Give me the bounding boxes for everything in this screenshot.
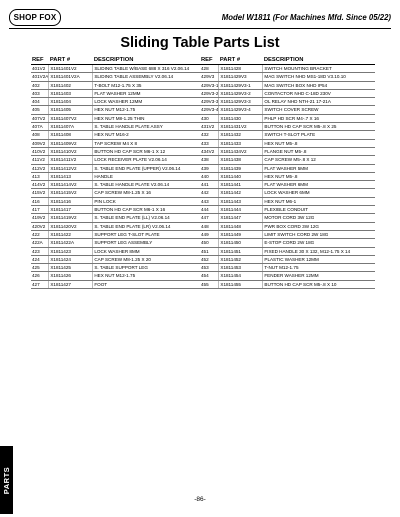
part-number-cell: X1811450 xyxy=(219,239,263,247)
table-row xyxy=(200,114,375,122)
part-number-cell: X1811404 xyxy=(49,98,93,106)
ref-cell: 454 xyxy=(200,272,219,280)
table-row xyxy=(200,139,375,147)
ref-cell: 410V2 xyxy=(31,147,49,155)
table-row xyxy=(200,197,375,205)
part-number-cell: X1811422 xyxy=(49,230,93,238)
part-header: PART # xyxy=(219,56,263,65)
ref-cell: 404 xyxy=(31,98,49,106)
description-cell: SUPPORT LEG ASSEMBLY xyxy=(93,239,203,247)
ref-cell: 429V3-2 xyxy=(201,90,219,96)
table-row xyxy=(200,272,375,280)
part-number-cell: X1811424 xyxy=(49,255,93,263)
part-number-cell: X1811401V2 xyxy=(49,65,93,73)
description-header: DESCRIPTION xyxy=(263,56,375,65)
table-row xyxy=(200,247,375,255)
description-cell: CAP SCREW M8-1.25 X 20 xyxy=(93,255,203,263)
description-cell: LOCK WASHER 6MM xyxy=(263,189,375,197)
table-row xyxy=(200,65,375,73)
table-row xyxy=(200,123,375,131)
description-cell: T-NUT M12-1.75 xyxy=(263,264,375,272)
description-cell: LOCK WASHER 12MM xyxy=(93,98,203,106)
ref-cell: 429V3 xyxy=(200,73,219,81)
model-header: Model W1811 (For Machines Mfd. Since 05/22) xyxy=(221,13,391,22)
part-header: PART # xyxy=(49,56,93,65)
part-number-cell: X1811408 xyxy=(49,131,93,139)
part-number-cell: X1811417 xyxy=(49,206,93,214)
table-row xyxy=(31,255,203,263)
table-row xyxy=(200,81,375,89)
table-row xyxy=(200,181,375,189)
description-cell: PWR BOX CORD 3W 12G xyxy=(263,222,375,230)
part-number-cell: X1811438 xyxy=(219,156,263,164)
table-row xyxy=(200,147,375,155)
part-number-cell: X1811410V2 xyxy=(49,147,93,155)
ref-cell: 438 xyxy=(200,156,219,164)
ref-cell: 450 xyxy=(200,239,219,247)
description-cell: BUTTON HD CAP SCR M6-1 X 16 xyxy=(93,206,203,214)
parts-tab-label: PARTS xyxy=(2,466,11,494)
table-row xyxy=(31,247,203,255)
part-number-cell: X1811427 xyxy=(49,280,93,288)
description-cell: FOOT xyxy=(93,280,203,288)
table-row xyxy=(31,189,203,197)
table-row xyxy=(200,164,375,172)
ref-cell: 447 xyxy=(200,214,219,222)
table-row xyxy=(31,272,203,280)
description-cell: PHLP HD SCR M4-.7 X 16 xyxy=(263,114,375,122)
table-row xyxy=(31,73,203,81)
header-rule xyxy=(9,28,391,29)
ref-cell: 407A xyxy=(31,123,49,131)
table-row xyxy=(31,197,203,205)
table-row xyxy=(31,98,203,106)
part-number-cell: X1811432 xyxy=(219,131,263,139)
description-cell: BUTTON HD CAP SCR M6-1 X 12 xyxy=(93,147,203,155)
ref-cell: 432 xyxy=(200,131,219,139)
part-number-cell: X1811447 xyxy=(219,214,263,222)
part-number-cell: X1811426 xyxy=(49,272,93,280)
part-number-cell: X1811429V3 xyxy=(219,73,263,81)
ref-cell: 431V2 xyxy=(200,123,219,131)
ref-cell: 434V2 xyxy=(200,147,219,155)
ref-cell: 425 xyxy=(31,264,49,272)
table-row xyxy=(31,106,203,114)
ref-cell: 443 xyxy=(200,197,219,205)
table-row xyxy=(200,214,375,222)
ref-cell: 451 xyxy=(200,247,219,255)
part-number-cell: X1811429V3-4 xyxy=(219,106,263,114)
ref-cell: 427 xyxy=(31,280,49,288)
ref-cell: 407V2 xyxy=(31,114,49,122)
table-row xyxy=(31,147,203,155)
part-number-cell: X1811439 xyxy=(219,164,263,172)
ref-cell: 453 xyxy=(200,264,219,272)
ref-cell: 442 xyxy=(200,189,219,197)
table-row xyxy=(31,230,203,238)
table-row xyxy=(31,65,203,73)
ref-cell: 416 xyxy=(31,197,49,205)
ref-cell: 429V3-1 xyxy=(201,82,219,88)
ref-cell: 429V3-4 xyxy=(201,107,219,113)
ref-cell: 411V2 xyxy=(31,156,49,164)
part-number-cell: X1811429V3-3 xyxy=(219,98,263,106)
description-cell: SWITCH MOUNTING BRACKET xyxy=(263,65,375,73)
description-cell: FIXED HANDLE 30 X 132, M12-1.75 X 14 xyxy=(263,247,375,255)
description-cell: LOCK RECEIVER PLATE V2.06.14 xyxy=(93,156,203,164)
parts-table-right xyxy=(200,56,375,289)
description-cell: HEX NUT M5-.8 xyxy=(263,139,375,147)
ref-cell: 433 xyxy=(200,139,219,147)
part-number-cell: X1811402 xyxy=(49,81,93,89)
part-number-cell: X1811412V2 xyxy=(49,164,93,172)
part-number-cell: X1811431V2 xyxy=(219,123,263,131)
table-row xyxy=(200,206,375,214)
ref-cell: 417 xyxy=(31,206,49,214)
ref-cell: 448 xyxy=(200,222,219,230)
table-row xyxy=(31,156,203,164)
page-title: Sliding Table Parts List xyxy=(120,35,280,51)
part-number-cell: X1811405 xyxy=(49,106,93,114)
part-number-cell: X1811442 xyxy=(219,189,263,197)
ref-cell: 423 xyxy=(31,247,49,255)
parts-table-left-body xyxy=(31,65,203,289)
table-row xyxy=(200,230,375,238)
ref-cell: 449 xyxy=(200,230,219,238)
part-number-cell: X1811440 xyxy=(219,172,263,180)
table-row xyxy=(200,131,375,139)
description-header: DESCRIPTION xyxy=(93,56,203,65)
part-number-cell: X1811407A xyxy=(49,123,93,131)
description-cell: HEX NUT M16-2 xyxy=(93,131,203,139)
ref-cell: 415V2 xyxy=(31,189,49,197)
description-cell: BUTTON HD CAP SCR M5-.8 X 10 xyxy=(263,280,375,288)
description-cell: HEX NUT M12-1.75 xyxy=(93,106,203,114)
ref-cell: 426 xyxy=(31,272,49,280)
part-number-cell: X1811452 xyxy=(219,255,263,263)
part-number-cell: X1811444 xyxy=(219,206,263,214)
part-number-cell: X1811451 xyxy=(219,247,263,255)
ref-cell: 422 xyxy=(31,230,49,238)
part-number-cell: X1811441 xyxy=(219,181,263,189)
description-cell: S. TABLE END PLATE (LL) V2.06.14 xyxy=(93,214,203,222)
part-number-cell: X1811423 xyxy=(49,247,93,255)
description-cell: HEX NUT M5-.8 xyxy=(263,172,375,180)
ref-cell: 414V2 xyxy=(31,181,49,189)
description-cell: FLEXIBLE CONDUIT xyxy=(263,206,375,214)
table-row xyxy=(31,131,203,139)
description-cell: SLIDING TABLE W/BASE 688 X 316 V2.06.14 xyxy=(93,65,203,73)
table-row xyxy=(31,172,203,180)
description-cell: SUPPORT LEG T-SLOT PLATE xyxy=(93,230,203,238)
ref-cell: 429V3-3 xyxy=(201,99,219,105)
description-cell: BUTTON HD CAP SCR M5-.8 X 25 xyxy=(263,123,375,131)
part-number-cell: X1811414V2 xyxy=(49,181,93,189)
part-number-cell: X1811454 xyxy=(219,272,263,280)
table-row xyxy=(31,280,203,288)
description-cell: MOTOR CORD 3W 12G xyxy=(263,214,375,222)
ref-cell: 441 xyxy=(200,181,219,189)
part-number-cell: X1811429V3-1 xyxy=(219,81,263,89)
description-cell: PIN LOCK xyxy=(93,197,203,205)
part-number-cell: X1811413 xyxy=(49,172,93,180)
ref-cell: 430 xyxy=(200,114,219,122)
parts-section-tab xyxy=(0,446,13,514)
table-row xyxy=(200,172,375,180)
description-cell: OL RELAY NHD NTH-21 17-21A xyxy=(263,98,375,106)
description-cell: CAP SCREW M8-1.25 X 16 xyxy=(93,189,203,197)
ref-cell: 428 xyxy=(200,65,219,73)
ref-cell: 420V2 xyxy=(31,222,49,230)
part-number-cell: X1811422A xyxy=(49,239,93,247)
table-row xyxy=(31,264,203,272)
ref-cell: 405 xyxy=(31,106,49,114)
description-cell: FLANGE NUT M5-.8 xyxy=(263,147,375,155)
table-row xyxy=(31,89,203,97)
description-cell: PLASTIC WASHER 12MM xyxy=(263,255,375,263)
ref-cell: 412V2 xyxy=(31,164,49,172)
part-number-cell: X1811455 xyxy=(219,280,263,288)
description-cell: S. TABLE SUPPORT LEG xyxy=(93,264,203,272)
table-row xyxy=(200,73,375,81)
ref-cell: 424 xyxy=(31,255,49,263)
part-number-cell: X1811411V2 xyxy=(49,156,93,164)
ref-cell: 409V2 xyxy=(31,139,49,147)
part-number-cell: X1811403 xyxy=(49,89,93,97)
parts-table-right-body xyxy=(200,65,375,289)
table-row xyxy=(31,164,203,172)
table-row xyxy=(200,189,375,197)
description-cell: S. TABLE END PLATE (UPPER) V2.06.14 xyxy=(93,164,203,172)
table-row xyxy=(31,81,203,89)
description-cell: FLAT WASHER 6MM xyxy=(263,181,375,189)
table-row xyxy=(200,239,375,247)
description-cell: HEX NUT M8-1.25 THIN xyxy=(93,114,203,122)
ref-cell: 422A xyxy=(31,239,49,247)
table-row xyxy=(31,123,203,131)
ref-cell: 452 xyxy=(200,255,219,263)
table-row xyxy=(31,222,203,230)
part-number-cell: X1811434V2 xyxy=(219,147,263,155)
description-cell: HEX NUT M12-1.75 xyxy=(93,272,203,280)
part-number-cell: X1811415V2 xyxy=(49,189,93,197)
part-number-cell: X1811420V2 xyxy=(49,222,93,230)
description-cell: MAG SWITCH BOX NHD IP54 xyxy=(263,81,375,89)
description-cell: T-BOLT M12-1.75 X 35 xyxy=(93,81,203,89)
table-row xyxy=(200,98,375,106)
part-number-cell: X1811428 xyxy=(219,65,263,73)
part-number-cell: X1811416 xyxy=(49,197,93,205)
table-row xyxy=(200,255,375,263)
table-row xyxy=(200,106,375,114)
ref-cell: 444 xyxy=(200,206,219,214)
part-number-cell: X1811453 xyxy=(219,264,263,272)
table-row xyxy=(31,181,203,189)
ref-cell: 402 xyxy=(31,81,49,89)
table-row xyxy=(200,222,375,230)
table-header-row xyxy=(200,56,375,65)
table-row xyxy=(200,156,375,164)
ref-cell: 455 xyxy=(200,280,219,288)
ref-cell: 401V2A xyxy=(32,74,49,80)
ref-cell: 408 xyxy=(31,131,49,139)
ref-cell: 440 xyxy=(200,172,219,180)
description-cell: SWITCH COVER SCREW xyxy=(263,106,375,114)
part-number-cell: X1811407V2 xyxy=(49,114,93,122)
description-cell: FENDER WASHER 12MM xyxy=(263,272,375,280)
table-row xyxy=(200,264,375,272)
ref-header: REF xyxy=(200,56,219,65)
description-cell: S. TABLE HANDLE PLATE ASSY xyxy=(93,123,203,131)
ref-cell: 413 xyxy=(31,172,49,180)
ref-cell: 403 xyxy=(31,89,49,97)
part-number-cell: X1811443 xyxy=(219,197,263,205)
part-number-cell: X1811449 xyxy=(219,230,263,238)
part-number-cell: X1811430 xyxy=(219,114,263,122)
description-cell: TAP SCREW M4 X 8 xyxy=(93,139,203,147)
description-cell: MAG SWITCH NHD MS1-18D V3.10.10 xyxy=(263,73,375,81)
ref-cell: 419V2 xyxy=(31,214,49,222)
description-cell: HEX NUT M6-1 xyxy=(263,197,375,205)
description-cell: CONTACTOR NHD C-18D 230V xyxy=(263,89,375,97)
part-number-cell: X1811433 xyxy=(219,139,263,147)
description-cell: CAP SCREW M5-.8 X 12 xyxy=(263,156,375,164)
part-number-cell: X1811419V2 xyxy=(49,214,93,222)
description-cell: SWITCH T-SLOT PLATE xyxy=(263,131,375,139)
table-row xyxy=(31,139,203,147)
description-cell: E-STOP CORD 2W 18G xyxy=(263,239,375,247)
description-cell: HANDLE xyxy=(93,172,203,180)
description-cell: S. TABLE END PLATE (LR) V2.06.14 xyxy=(93,222,203,230)
part-number-cell: X1811429V3-2 xyxy=(219,89,263,97)
part-number-cell: X1811425 xyxy=(49,264,93,272)
table-row xyxy=(200,280,375,288)
description-cell: S. TABLE HANDLE PLATE V2.06.14 xyxy=(93,181,203,189)
page-number: -86- xyxy=(194,496,206,503)
table-row xyxy=(200,89,375,97)
description-cell: SLIDING TABLE ASSEMBLY V2.06.14 xyxy=(93,73,203,81)
table-row xyxy=(31,114,203,122)
part-number-cell: X1811448 xyxy=(219,222,263,230)
parts-table-left xyxy=(31,56,203,289)
description-cell: LIMIT SWITCH CORD 2W 18G xyxy=(263,230,375,238)
table-row xyxy=(31,206,203,214)
ref-cell: 439 xyxy=(200,164,219,172)
part-number-cell: X1811409V2 xyxy=(49,139,93,147)
ref-cell: 401V2 xyxy=(31,65,49,73)
table-header-row xyxy=(31,56,203,65)
table-row xyxy=(31,239,203,247)
description-cell: LOCK WASHER 8MM xyxy=(93,247,203,255)
ref-header: REF xyxy=(31,56,49,65)
table-row xyxy=(31,214,203,222)
description-cell: FLAT WASHER 5MM xyxy=(263,164,375,172)
description-cell: FLAT WASHER 12MM xyxy=(93,89,203,97)
shop-fox-logo: SHOP FOX xyxy=(9,9,61,26)
part-number-cell: X1811401V2A xyxy=(49,73,93,81)
